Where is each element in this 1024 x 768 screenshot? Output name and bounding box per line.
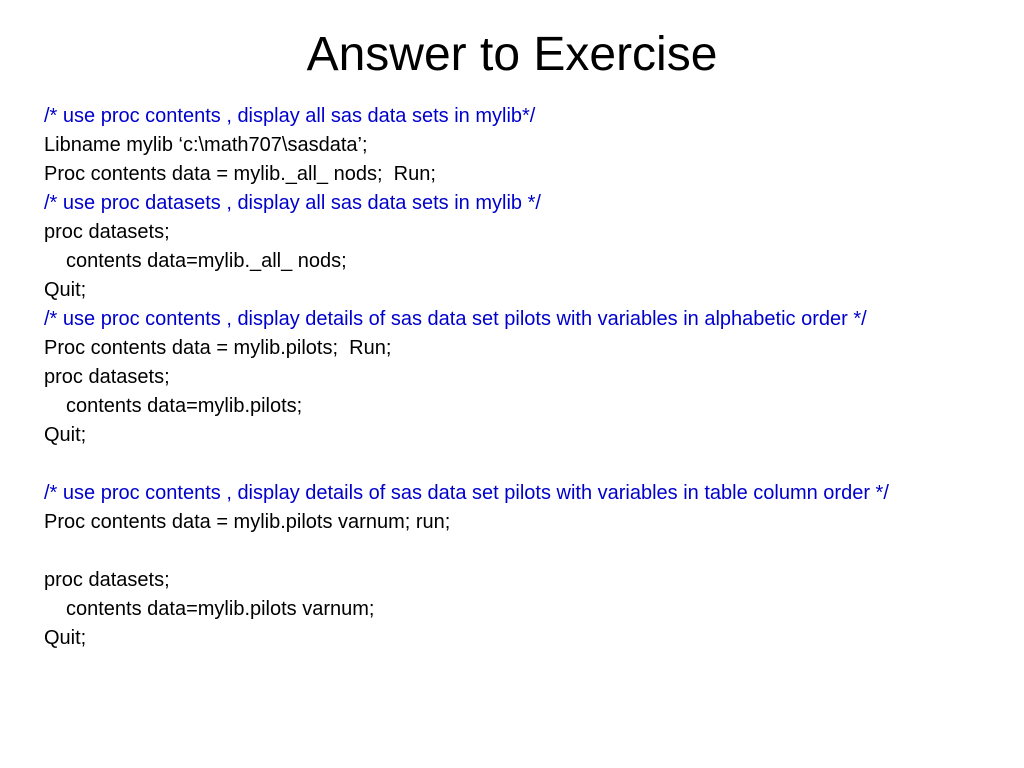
code-line: contents data=mylib.pilots varnum; (66, 598, 375, 620)
code-line: Quit; (44, 627, 87, 649)
code-comment-line: /* use proc datasets , display all sas data sets in mylib */ (44, 192, 541, 214)
code-line: contents data=mylib._all_ nods; (66, 250, 347, 272)
code-line: Quit; (44, 424, 87, 446)
code-line: Proc contents data = mylib.pilots varnum; run; (44, 511, 451, 533)
code-line: Quit; (44, 279, 87, 301)
code-comment-line: /* use proc contents , display all sas data sets in mylib*/ (44, 105, 536, 127)
code-body (44, 102, 984, 653)
blank-line (44, 450, 984, 479)
code-line: proc datasets; (44, 221, 170, 243)
slide-title: Answer to Exercise (306, 28, 718, 81)
code-comment-line: /* use proc contents , display details of sas data set pilots with variables in alphabetic order */ (44, 308, 867, 330)
code-line: contents data=mylib.pilots; (66, 395, 303, 417)
code-line: Proc contents data = mylib.pilots; Run; (44, 337, 392, 359)
code-line: proc datasets; (44, 366, 170, 388)
code-line: Libname mylib ‘c:\math707\sasdata’; (44, 134, 368, 156)
code-line: proc datasets; (44, 569, 170, 591)
code-comment-line: /* use proc contents , display details of sas data set pilots with variables in table column order */ (44, 482, 889, 504)
blank-line (44, 537, 984, 566)
code-line: Proc contents data = mylib._all_ nods; Run; (44, 163, 436, 185)
